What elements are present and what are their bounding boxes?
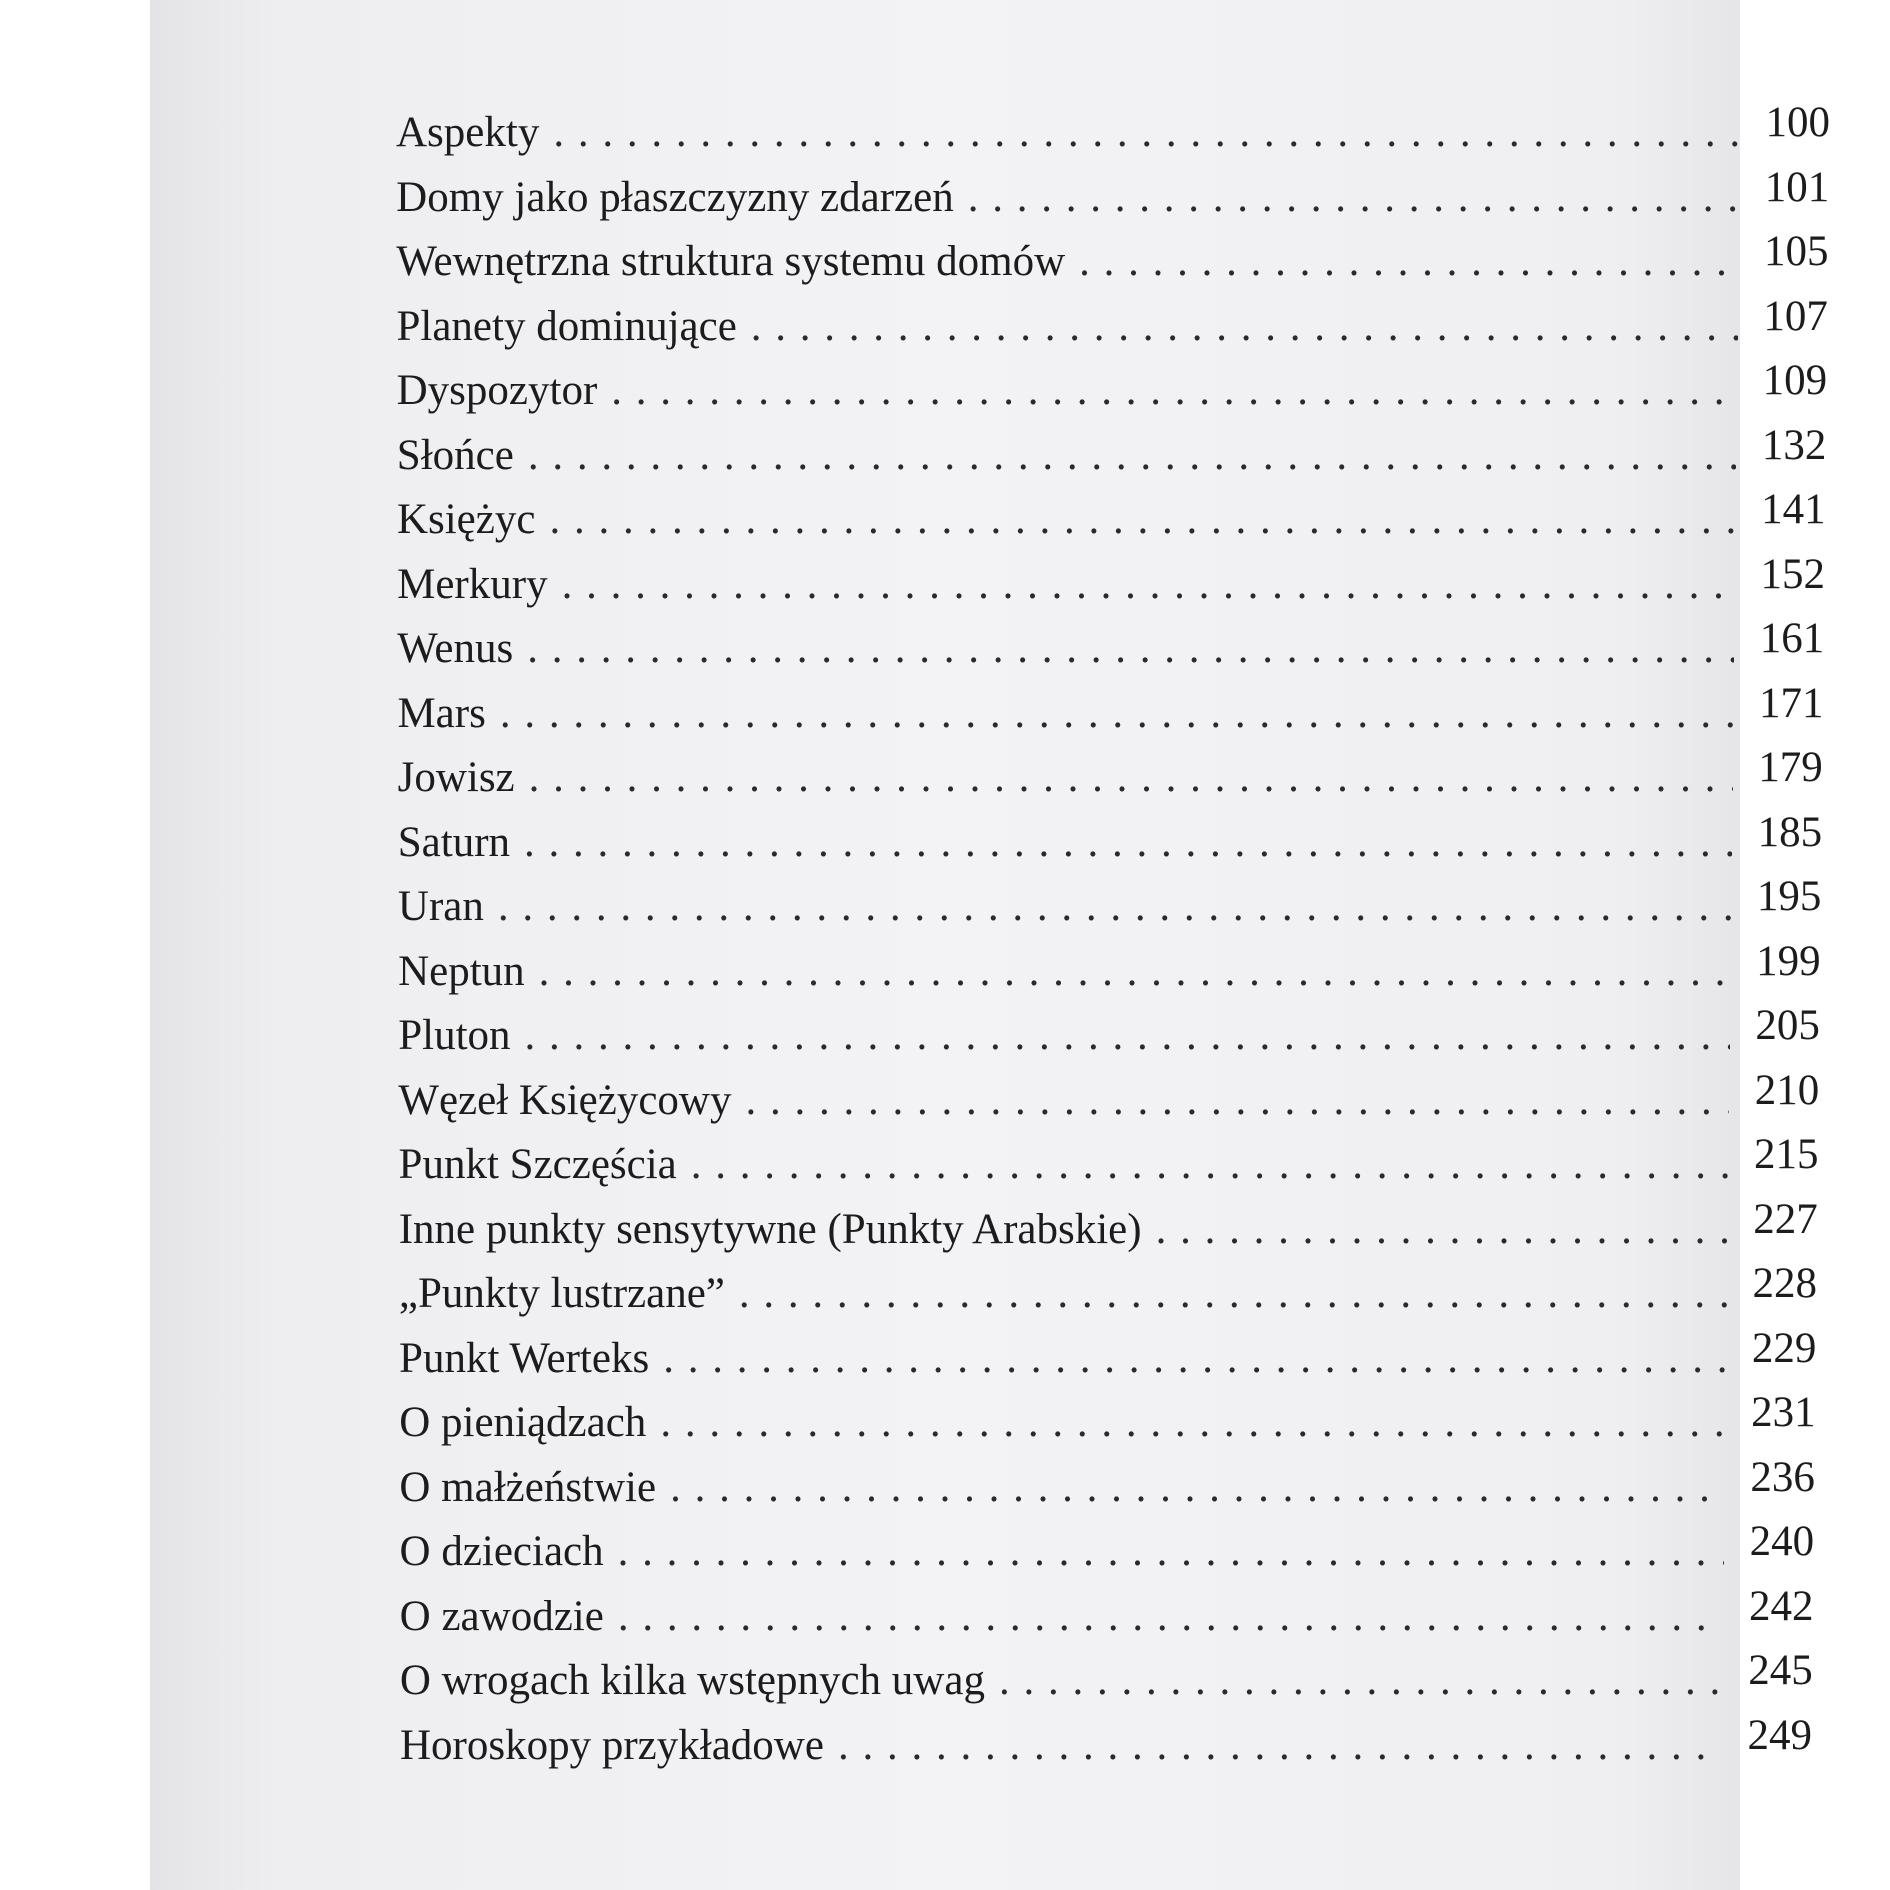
toc-entry-page: 141 [1761,486,1826,533]
dot-leader [670,1457,1725,1519]
toc-entry-title: O zawodzie [399,1592,604,1640]
toc-entry-title: O wrogach kilka wstępnych uwag [399,1657,985,1704]
toc-entry-title: Neptun [398,947,525,995]
toc-entry-page: 171 [1759,679,1824,727]
dot-leader [618,1586,1724,1648]
toc-entry-page: 105 [1764,228,1829,275]
toc-entry-page: 215 [1753,1131,1819,1178]
toc-entry-page: 152 [1760,550,1825,598]
toc-entry-page: 101 [1764,163,1830,211]
toc-entry-title: Punkt Werteks [399,1334,650,1382]
toc-entry-title: O małżeństwie [399,1463,657,1511]
toc-entry-title: O pieniądzach [399,1399,647,1446]
dot-leader [549,489,1735,551]
toc-entry-page: 205 [1755,1002,1820,1049]
toc-entry-page: 107 [1763,292,1828,340]
dot-leader [528,425,1737,487]
toc-entry-page: 242 [1748,1582,1814,1630]
toc-entry-title: Inne punkty sensytywne (Punkty Arabskie) [398,1205,1142,1253]
dot-leader [739,1263,1727,1325]
toc-entry-page: 179 [1758,744,1823,791]
toc-entry-title: Dyspozytor [396,367,598,414]
dot-leader [525,1005,1730,1067]
dot-leader [539,941,1731,1003]
toc-entry-title: Domy jako płaszczyzny zdarzeń [396,173,954,221]
dot-leader [562,554,1735,616]
toc-entry-page: 210 [1754,1066,1820,1114]
toc-entry-title: Wewnętrzna struktura systemu domów [396,238,1066,285]
toc-entry-page: 132 [1761,421,1827,469]
toc-entry-title: „Punkty lustrzane” [398,1270,725,1317]
toc-entry-page: 227 [1753,1195,1818,1243]
toc-entry-title: Węzeł Księżycowy [398,1076,732,1124]
dot-leader [745,1070,1729,1132]
dot-leader [611,360,1737,422]
toc-entry-title: O dzieciach [399,1528,604,1575]
book-page [150,0,1830,1890]
dot-leader [751,296,1738,358]
toc-entry-page: 161 [1759,615,1825,662]
toc-entry-page: 109 [1762,357,1828,404]
toc-entry-title: Horoskopy przykładowe [400,1721,824,1769]
dot-leader [529,747,1733,809]
toc-entry-page: 185 [1757,808,1823,856]
toc-entry-page: 195 [1756,873,1822,920]
toc-entry-page: 228 [1752,1260,1818,1307]
toc-entry-title: Merkury [397,560,548,608]
toc-entry-page: 231 [1751,1389,1816,1436]
dot-leader [838,1715,1722,1777]
toc-entry-title: Aspekty [396,109,540,156]
toc-entry-page: 236 [1750,1453,1815,1501]
toc-entry-title: Jowisz [397,754,515,801]
toc-entry-page: 249 [1747,1711,1812,1759]
dot-leader [527,618,1734,680]
toc-entry-title: Punkt Szczęścia [398,1141,677,1188]
dot-leader [1156,1199,1728,1261]
dot-leader [500,683,1734,745]
dot-leader [553,102,1740,164]
toc-entry-page: 240 [1749,1518,1815,1565]
toc-entry-title: Pluton [398,1012,511,1059]
dot-leader [1079,231,1738,293]
toc-entry-page: 245 [1748,1647,1813,1694]
dot-leader [968,167,1740,229]
dot-leader [999,1650,1723,1712]
toc-entry-page: 199 [1756,937,1821,985]
dot-leader [524,812,1732,874]
table-of-contents [396,99,1836,1782]
toc-entry-title: Wenus [397,625,514,672]
toc-entry-title: Planety dominujące [396,302,737,350]
dot-leader [618,1521,1725,1583]
toc-entry-title: Uran [397,883,484,930]
dot-leader [691,1134,1729,1196]
toc-entry-title: Saturn [397,818,511,866]
toc-entry-page: 229 [1751,1324,1817,1372]
toc-entry-title: Mars [397,689,486,737]
toc-entry-title: Księżyc [396,496,536,543]
dot-leader [663,1328,1726,1390]
toc-entry-page: 100 [1765,99,1830,146]
toc-entry-title: Słońce [396,431,514,479]
dot-leader [498,876,1731,938]
dot-leader [660,1392,1725,1454]
